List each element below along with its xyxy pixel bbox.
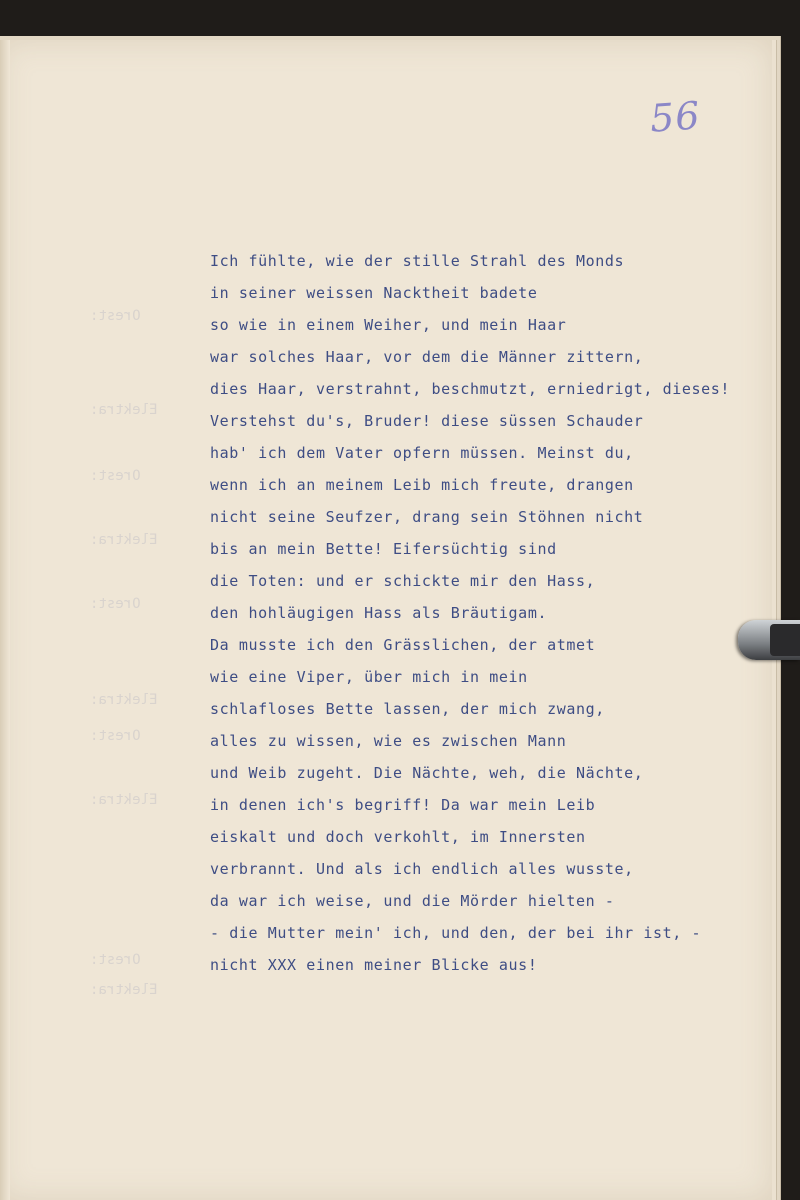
poem-line: Ich fühlte, wie der stille Strahl des Monds	[210, 252, 625, 270]
poem-line: alles zu wissen, wie es zwischen Mann	[210, 732, 567, 750]
binder-clip	[738, 620, 800, 660]
bleed-speaker: Orest:	[90, 308, 141, 324]
poem-line: nicht seine Seufzer, drang sein Stöhnen nicht	[210, 508, 644, 526]
bleed-speaker: Elektra:	[90, 982, 158, 998]
poem-line: war solches Haar, vor dem die Männer zittern,	[210, 348, 644, 366]
poem-text	[0, 40, 772, 1200]
bleed-speaker: Orest:	[90, 952, 141, 968]
poem-line: nicht XXX einen meiner Blicke aus!	[210, 956, 538, 974]
poem-line: schlafloses Bette lassen, der mich zwang,	[210, 700, 605, 718]
bleed-speaker: Orest:	[90, 468, 141, 484]
bleed-speaker: Elektra:	[90, 532, 158, 548]
bleed-speaker: Orest:	[90, 596, 141, 612]
poem-line: so wie in einem Weiher, und mein Haar	[210, 316, 567, 334]
poem-line: - die Mutter mein' ich, und den, der bei ihr ist, -	[210, 924, 702, 942]
bleed-speaker: Elektra:	[90, 692, 158, 708]
poem-line: wenn ich an meinem Leib mich freute, drangen	[210, 476, 634, 494]
poem-line: Verstehst du's, Bruder! diese süssen Schauder	[210, 412, 644, 430]
page-number: 56	[648, 93, 702, 141]
poem-line: eiskalt und doch verkohlt, im Innersten	[210, 828, 586, 846]
poem-line: dies Haar, verstrahnt, beschmutzt, erniedrigt, dieses!	[210, 380, 731, 398]
poem-line: die Toten: und er schickte mir den Hass,	[210, 572, 596, 590]
poem-line: und Weib zugeht. Die Nächte, weh, die Nächte,	[210, 764, 644, 782]
poem-line: da war ich weise, und die Mörder hielten -	[210, 892, 615, 910]
poem-line: Da musste ich den Grässlichen, der atmet	[210, 636, 596, 654]
manuscript-page	[0, 40, 772, 1200]
poem-line: bis an mein Bette! Eifersüchtig sind	[210, 540, 557, 558]
poem-line: wie eine Viper, über mich in mein	[210, 668, 528, 686]
poem-line: in denen ich's begriff! Da war mein Leib	[210, 796, 596, 814]
bleed-speaker: Elektra:	[90, 792, 158, 808]
poem-line: hab' ich dem Vater opfern müssen. Meinst du,	[210, 444, 634, 462]
poem-line: verbrannt. Und als ich endlich alles wusste,	[210, 860, 634, 878]
poem-line: in seiner weissen Nacktheit badete	[210, 284, 538, 302]
bleed-speaker: Orest:	[90, 728, 141, 744]
bleed-speaker: Elektra:	[90, 402, 158, 418]
poem-line: den hohläugigen Hass als Bräutigam.	[210, 604, 548, 622]
